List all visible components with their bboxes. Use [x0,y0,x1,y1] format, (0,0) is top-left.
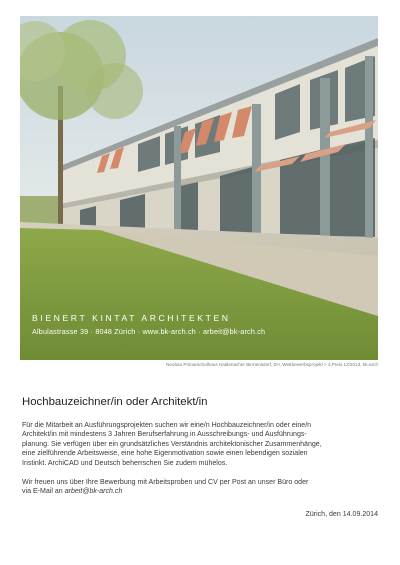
job-title: Hochbauzeichner/in oder Architekt/in [22,396,208,408]
description-line: Instinkt. ArchiCAD und Deutsch beherrschen Sie zudem mühelos. [22,459,228,467]
firm-address: Albulastrasse 39 · 8048 Zürich · www.bk-arch.ch · arbeit@bk-arch.ch [32,327,266,336]
school-building-illustration [20,16,378,360]
instructions-line: Wir freuen uns über Ihre Bewerbung mit Arbeitsproben und CV per Post an unser Büro oder [22,479,309,486]
job-description [22,421,382,468]
description-line: Für die Mitarbeit an Ausführungsprojekten suchen wir eine/n Hochbauzeichner/in oder eine/n [22,422,312,429]
image-caption: Neubau Primarschulhaus Haldenacher Birmensdorf, ZH, Wettbewerbsprojekt > 3.Preis 12/2013, bk-arch [166,362,378,367]
instructions-line [22,487,382,496]
description-line: planung. Sie verfügen über ein grundsätzliches Verständnis architektonischer Zusammenhänge, [22,440,322,448]
dateline: Zürich, den 14.09.2014 [305,511,378,518]
hero-rendering [20,16,378,360]
email-link[interactable]: arbeit@bk-arch.ch [64,488,123,496]
description-line: eine zielführende Arbeitsweise, eine hohe Eigenmotivation sowie einen lebendigen sozialen [22,450,308,458]
firm-name: BIENERT KINTAT ARCHITEKTEN [32,313,231,323]
email-prefix: via E-Mail an [22,488,65,496]
description-line: Architekt/in mit mindestens 3 Jahren Berufserfahrung in Ausschreibungs- und Ausführungs- [22,431,307,439]
application-instructions [22,478,382,497]
